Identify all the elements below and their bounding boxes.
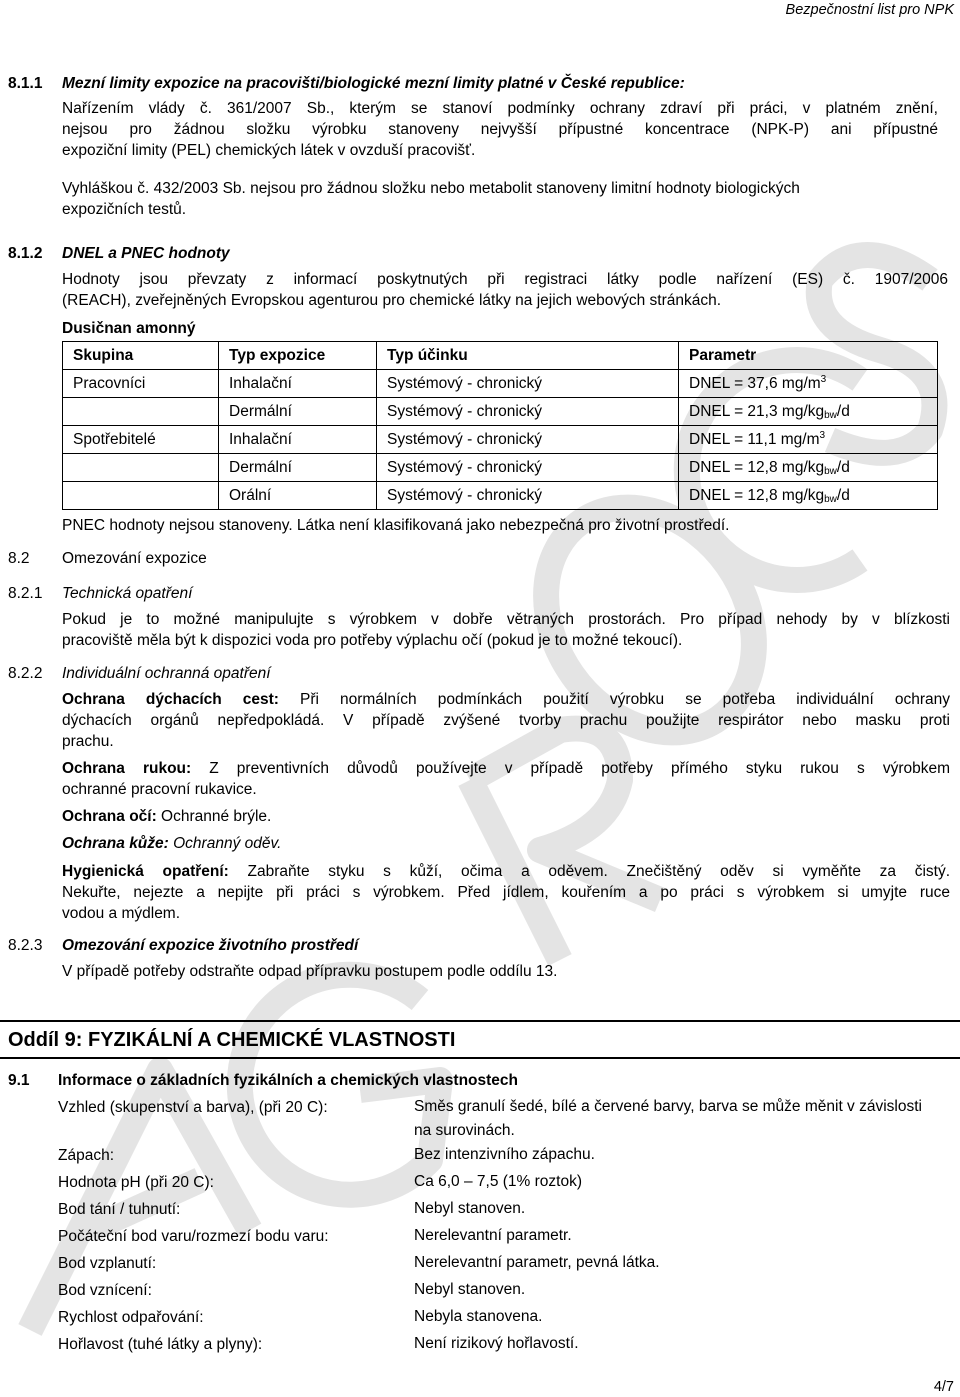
limits-line-2: nejsou pro žádnou složku výrobku stanoveny nejvyšší přípustné koncentrace (NPK-P) ani přípustné — [62, 121, 938, 138]
effect-cell: Systémový - chronický — [377, 454, 679, 482]
section-title-8-2: Omezování expozice — [62, 550, 207, 567]
hand-protection: Ochrana rukou: Z preventivních důvodů používejte v případě potřeby přímého styku rukou s výrobkem ochranné pracovní rukavice. — [62, 760, 950, 798]
effect-cell: Systémový - chronický — [377, 482, 679, 510]
table-header-row — [63, 342, 938, 370]
property-value: Směs granulí šedé, bílé a červené barvy, barva se může měnit v závislosti na surovinách. — [414, 1098, 922, 1139]
dnel-source-paragraph — [62, 269, 948, 311]
property-label: Bod vznícení: — [58, 1282, 152, 1299]
eye-protection: Ochrana očí: Ochranné brýle. — [62, 808, 272, 825]
param-cell: DNEL = 11,1 $mg/m^3$ — [679, 426, 938, 454]
respiratory-label: Ochrana dýchacích cest: — [62, 691, 279, 708]
table-row — [63, 454, 938, 482]
section-number-8-1-1: 8.1.1 — [8, 75, 43, 92]
table-header-cell: Typ účinku — [377, 342, 679, 370]
property-label: Hodnota pH (při 20 C): — [58, 1174, 214, 1191]
biological-line-1: Vyhláškou č. 432/2003 Sb. nejsou pro žádnou složku nebo metabolit stanoveny limitní hodnoty biologických — [62, 180, 800, 197]
skin-label: Ochrana kůže: — [62, 835, 169, 852]
technical-line-1: Pokud je to možné manipulujte s výrobkem v dobře větraných prostorách. Pro případ nehody by v blízkosti — [62, 611, 950, 628]
property-value: Nebyl stanoven. — [414, 1281, 526, 1298]
table-row — [63, 398, 938, 426]
hand-label: Ochrana rukou: — [62, 760, 192, 777]
property-label: Rychlost odpařování: — [58, 1309, 204, 1326]
route-cell: Orální — [219, 482, 377, 510]
section-title-8-1-1: Mezní limity expozice na pracovišti/biologické mezní limity platné v České republice: — [62, 75, 685, 92]
section-title-8-2-2: Individuální ochranná opatření — [62, 665, 271, 682]
property-label: Bod tání / tuhnutí: — [58, 1201, 181, 1218]
skin-protection: Ochrana kůže: Ochranný oděv. — [62, 835, 282, 852]
section-number-8-2-3: 8.2.3 — [8, 937, 43, 954]
route-cell: Dermální — [219, 398, 377, 426]
table-row — [63, 370, 938, 398]
property-value: Nebyla stanovena. — [414, 1308, 543, 1325]
page-number: 4/7 — [933, 1379, 954, 1395]
limits-line-3: expoziční limity (PEL) chemických látek v ovzduší pracovišť. — [62, 142, 476, 159]
section-title-8-1-2: DNEL a PNEC hodnoty — [62, 245, 230, 262]
section-number-9-1: 9.1 — [8, 1072, 30, 1089]
effect-cell: Systémový - chronický — [377, 398, 679, 426]
property-label: Bod vzplanutí: — [58, 1255, 157, 1272]
table-header-cell: Parametr — [679, 342, 938, 370]
table-header-cell: Typ expozice — [219, 342, 377, 370]
group-cell: Spotřebitelé — [63, 426, 219, 454]
environment-paragraph: V případě potřeby odstraňte odpad přípravku postupem podle oddílu 13. — [62, 963, 558, 980]
section-number-8-2-2: 8.2.2 — [8, 665, 43, 682]
hygiene-label: Hygienická opatření: — [62, 863, 229, 880]
property-value: Nerelevantní parametr. — [414, 1227, 572, 1244]
param-cell: DNEL = 37,6 $mg/m^3$ — [679, 370, 938, 398]
substance-name: Dusičnan amonný — [62, 320, 196, 337]
param-cell: DNEL = 21,3 $mg/kg_{bw}/d$ — [679, 398, 938, 426]
group-cell — [63, 398, 219, 426]
section-title-8-2-3: Omezování expozice životního prostředí — [62, 937, 359, 954]
section-number-8-1-2: 8.1.2 — [8, 245, 43, 262]
group-cell: Pracovníci — [63, 370, 219, 398]
technical-line-2: pracoviště měla být k dispozici voda pro potřeby výplachu očí (pokud je to možné tekoucí). — [62, 632, 683, 649]
hygiene-measures: Hygienická opatření: Zabraňte styku s kůží, očima a oděvem. Znečištěný oděv si vyměňte za čistý. Nekuřte, nejezte a nepijte při práci s výrobkem. Před jídlem, kouřením a po práci s výrobkem si umyjte ruce vodou a mýdlem. — [62, 863, 951, 922]
table-row — [63, 426, 938, 454]
section-title-8-2-1: Technická opatření — [62, 585, 193, 602]
property-value: Nerelevantní parametr, pevná látka. — [414, 1254, 660, 1271]
limits-line-1: Nařízením vlády č. 361/2007 Sb., kterým se stanoví podmínky ochrany zdraví při práci, v platném znění, — [62, 100, 938, 117]
group-cell — [63, 482, 219, 510]
property-value: Není rizikový hořlavostí. — [414, 1335, 579, 1352]
section-number-8-2: 8.2 — [8, 550, 30, 567]
property-label: Vzhled (skupenství a barva), (při 20 C): — [58, 1099, 328, 1116]
biological-line-2: expozičních testů. — [62, 201, 187, 218]
route-cell: Dermální — [219, 454, 377, 482]
pnec-statement: PNEC hodnoty nejsou stanoveny. Látka není klasifikovaná jako nebezpečná pro životní prostředí. — [62, 517, 730, 534]
document-header-title: Bezpečnostní list pro NPK — [785, 2, 954, 18]
technical-measures-paragraph — [62, 609, 950, 651]
dnel-source-line-1: Hodnoty jsou převzaty z informací poskytnutých při registraci látky podle nařízení (ES) č. 1907/2006 — [62, 271, 948, 288]
section-9-title: Oddíl 9: FYZIKÁLNÍ A CHEMICKÉ VLASTNOSTI — [8, 1029, 456, 1051]
group-cell — [63, 454, 219, 482]
param-cell: DNEL = 12,8 $mg/kg_{bw}/d$ — [679, 482, 938, 510]
param-cell: DNEL = 12,8 $mg/kg_{bw}/d$ — [679, 454, 938, 482]
eye-label: Ochrana očí: — [62, 808, 157, 825]
property-value: Nebyl stanoven. — [414, 1200, 526, 1217]
table-header-cell: Skupina — [63, 342, 219, 370]
section-divider-top — [0, 1020, 960, 1022]
limits-paragraph — [62, 98, 938, 161]
section-number-8-2-1: 8.2.1 — [8, 585, 43, 602]
property-label: Počáteční bod varu/rozmezí bodu varu: — [58, 1228, 329, 1245]
respiratory-protection: Ochrana dýchacích cest: Při normálních podmínkách použití výrobku se potřeba individuální ochrany dýchacích orgánů nepředpokládá. V případě zvýšené tvorby prachu použijte respirátor nebo masku proti prachu. — [62, 691, 950, 750]
property-value: Bez intenzivního zápachu. — [414, 1146, 595, 1163]
effect-cell: Systémový - chronický — [377, 370, 679, 398]
effect-cell: Systémový - chronický — [377, 426, 679, 454]
property-value: Ca 6,0 – 7,5 (1% roztok) — [414, 1173, 582, 1190]
property-label: Hořlavost (tuhé látky a plyny): — [58, 1336, 263, 1353]
table-row — [63, 482, 938, 510]
dnel-table — [62, 341, 938, 510]
property-label: Zápach: — [58, 1147, 115, 1164]
section-divider-bottom — [0, 1057, 960, 1059]
route-cell: Inhalační — [219, 370, 377, 398]
dnel-source-line-2: (REACH), zveřejněných Evropskou agenturou pro chemické látky na jejich webových stránkách. — [62, 292, 722, 309]
biological-limits-paragraph — [62, 178, 948, 220]
route-cell: Inhalační — [219, 426, 377, 454]
section-title-9-1: Informace o základních fyzikálních a chemických vlastnostech — [58, 1072, 519, 1089]
